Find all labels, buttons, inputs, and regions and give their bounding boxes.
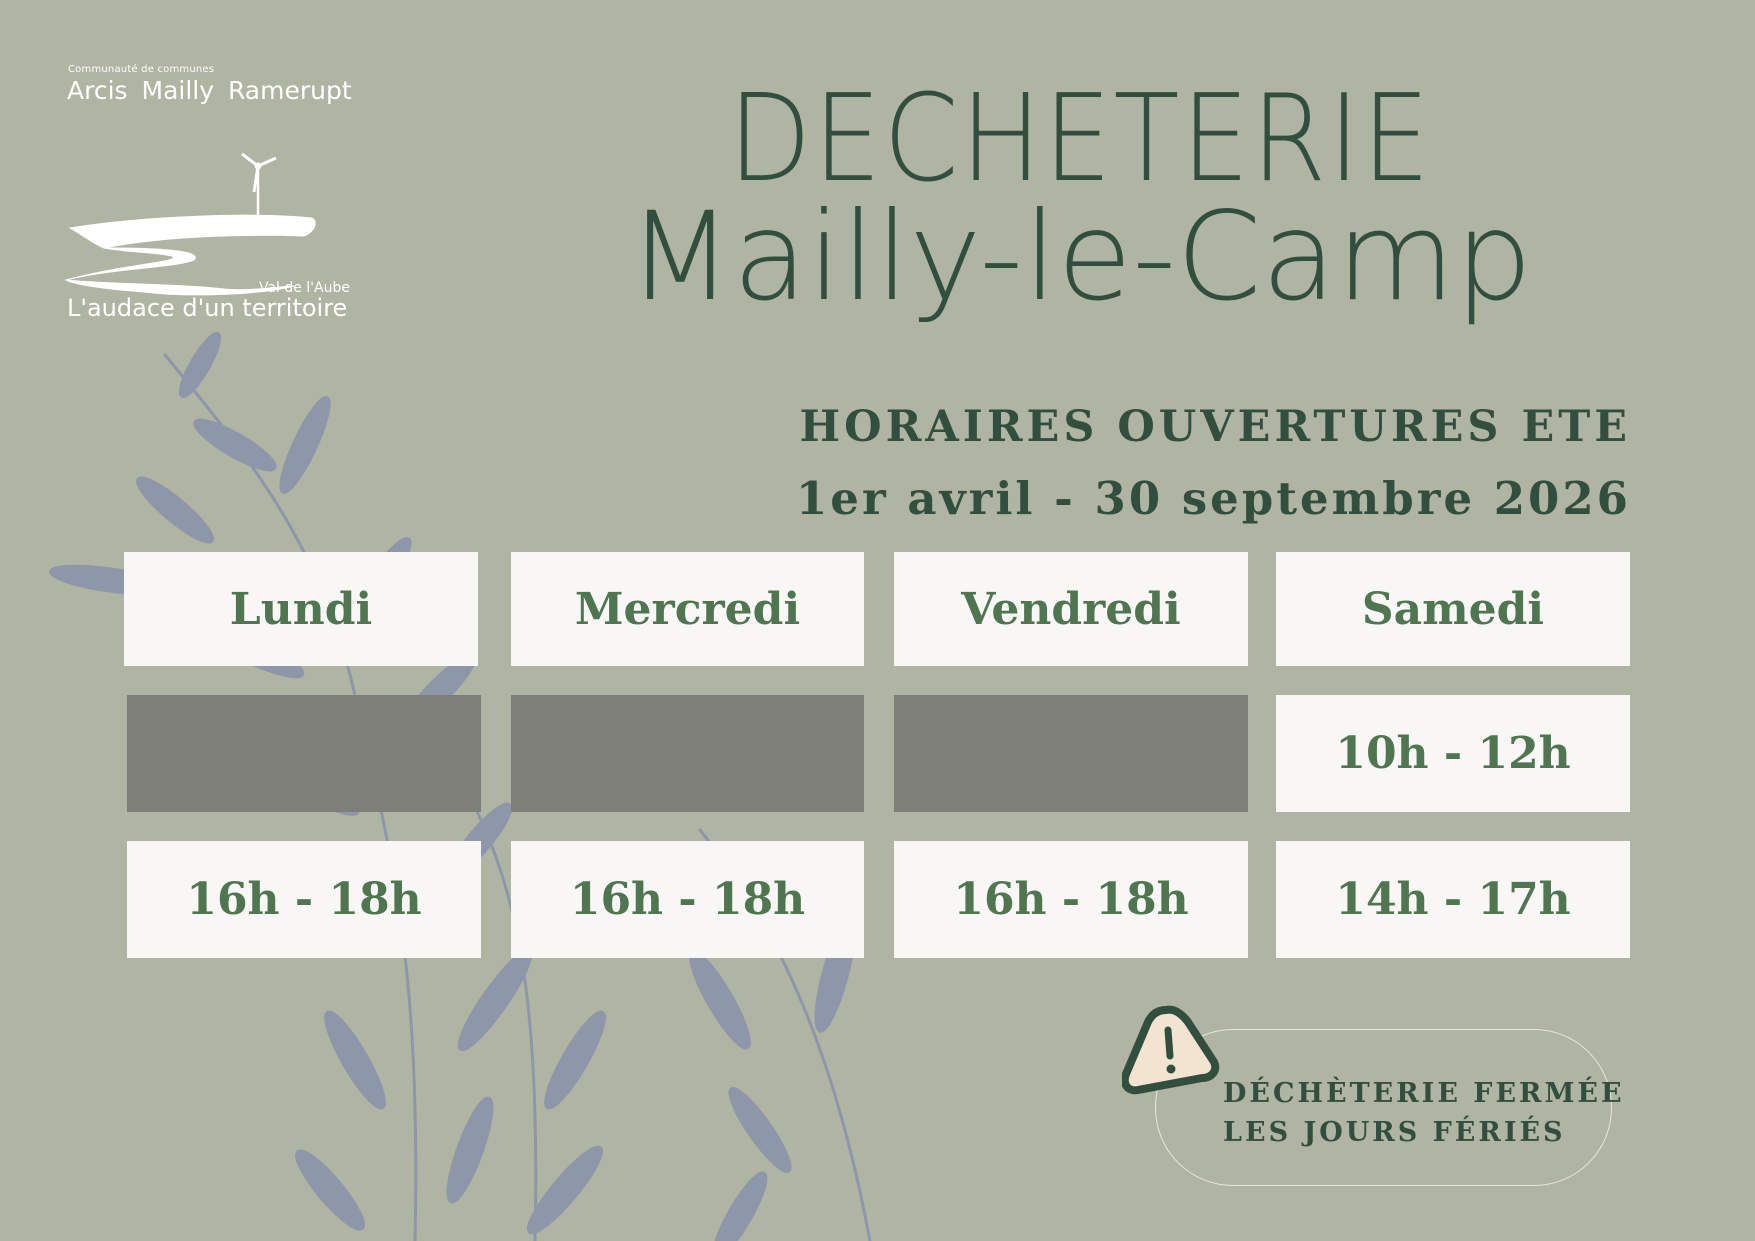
afternoon-slot-samedi: 14h - 17h (1276, 841, 1630, 958)
landscape-icon (64, 108, 354, 298)
day-header-vendredi: Vendredi (894, 552, 1248, 666)
logo-name: Arcis Mailly Ramerupt (67, 76, 352, 105)
afternoon-slot-lundi: 16h - 18h (127, 841, 481, 958)
morning-slot-lundi (127, 695, 481, 812)
morning-slot-mercredi (511, 695, 864, 812)
morning-slot-samedi: 10h - 12h (1276, 695, 1630, 812)
morning-slot-vendredi (894, 695, 1248, 812)
organization-logo (64, 62, 364, 332)
notice-line-2: LES JOURS FÉRIÉS (1223, 1117, 1566, 1148)
schedule-period: 1er avril - 30 septembre 2026 (796, 472, 1631, 525)
logo-tagline: L'audace d'un territoire (67, 294, 348, 322)
day-header-mercredi: Mercredi (511, 552, 864, 666)
page-title (620, 70, 1540, 328)
afternoon-slot-vendredi: 16h - 18h (894, 841, 1248, 958)
title-line-1: DECHETERIE (728, 70, 1432, 209)
day-header-lundi: Lundi (124, 552, 478, 666)
afternoon-slot-mercredi: 16h - 18h (511, 841, 864, 958)
logo-top-line: Communauté de communes (68, 64, 215, 75)
logo-region: Val de l'Aube (258, 280, 350, 296)
notice-text (1223, 1074, 1625, 1152)
schedule-heading: HORAIRES OUVERTURES ETE (799, 402, 1631, 452)
warning-icon (1122, 1004, 1220, 1096)
notice-line-1: DÉCHÈTERIE FERMÉE (1223, 1078, 1625, 1109)
day-header-samedi: Samedi (1276, 552, 1630, 666)
title-line-2: Mailly-le-Camp (627, 186, 1533, 328)
